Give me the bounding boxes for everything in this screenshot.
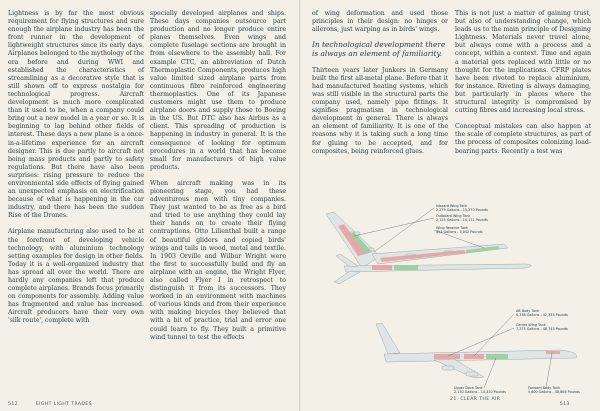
side-engine	[466, 372, 478, 376]
left-column-1	[8, 10, 144, 326]
paragraph: of wing deformation and used those principles in their design: no hinges or ailerons, just warping as in birds' wings.	[312, 10, 448, 34]
right-column-2	[455, 10, 591, 156]
callout-title: Outboard Wing Tank	[436, 214, 471, 218]
side-engine	[442, 366, 454, 370]
paragraph: When aircraft making was in its pioneering stage, you had these adventurous men with tiny companies. They just wanted to be as free as a bird and tried to use anything they could lay their hands on to create their flying contraptions. Otto Lilienthal built a range of beautiful gliders and copied birds' wings and tails in wood, metal and textile. In 1903 Orville and Wilbur Wright were the first to successfully build and fly an airplane with an engine, the Wright Flyer, also called Flyer I in retrospect to distinguish it from its successors. They worked in an environment with machines of various kinds and from their experience with making bicycles they believed that with a bit of practice, trial and error one could learn to fly. They built a primitive wind tunnel to test the effects	[150, 179, 286, 341]
callout-title: Centre Wing Tank	[516, 323, 546, 327]
callout-detail: 6,338 Gallons - 42,335 Pounds	[516, 313, 568, 317]
tank-aft-body	[394, 265, 418, 270]
running-title: 21. CLEAR THE AIR	[450, 397, 501, 402]
aircraft-diagram	[314, 196, 594, 396]
side-tail	[376, 323, 400, 354]
callout-title: Inboard Wing Tank	[436, 204, 468, 208]
page-number: 512	[8, 402, 18, 407]
tank-centre	[372, 265, 392, 270]
callout-detail: 2,279 Gallons - 15,270 Pounds	[436, 208, 488, 212]
callout-detail: 454 Gallons - 3,042 Pounds	[436, 230, 483, 234]
tail-fin-lower	[334, 271, 360, 284]
pull-quote: In technological development there is always an element of familiarity.	[312, 40, 446, 59]
paragraph: Lightness is by far the most obvious requirement for flying structures and sure enough the airplane industry has been the front runner in the development of lightweight structures since its early days. Airplanes belonged to the mythology of the era before and during WWI and established the characteristics of streamlining as a decorative style that is still shown off to express nostalgia for technological progress. Aircraft development is much more complicated than it used to be, when a company could bring out a new model in a year or so. It is beginning to lag behind other fields of interest. These days a new plane is a once-in-a-lifetime experience for an aircraft designer. This is due partly to aircraft not being mass products and partly to safety regulations. But there have also been surprises: rising pressure to reduce the environmental side effects of flying gained an unexpected emphasis on electrification because of what is happening in the car industry, and there has been the sudden Rise of the Drones.	[8, 10, 144, 220]
aircraft-side-view	[376, 323, 577, 378]
running-title: EIGHT LIGHT TRADES	[35, 402, 92, 407]
paragraph: Conceptual mistakes can also happen at the scale of complete structures, as part of the process of composites colonizing load-bearing parts. Recently a test was	[455, 123, 591, 155]
tank-side-aft	[434, 354, 460, 359]
paragraph: Airplane manufacturing also used to be at the forefront of developing vehicle technology, with aluminium technology setting examples for design in other fields. Today it is a well-organized industry that has spread all over the world. There are hardly any companies left that produce complete airplanes. Brands focus primarily on components for assembly. Adding value has fragmented and value has increased. Aircraft producers have their very own 'silk route', complete with	[8, 228, 144, 325]
paragraph: This is not just a matter of gaining trust, but also of understanding change, which leads us to the main principle of Designing Lightness. Materials never travel alone, but always come with a process and a concept, within a context. Time and again a material gets replaced with little or no thought for the implications. CFRP plates have been riveted to replace aluminium, for instance. Riveting is always damaging, but particularly in places where the structural integrity is compromised by cutting fibres and increasing local stress.	[455, 10, 591, 115]
callout-detail: 5,800 Gallons - 38,865 Pounds	[528, 390, 580, 394]
callout-detail: 2,115 Gallons - 14,171 Pounds	[436, 218, 488, 222]
callout-detail: 2,130 Gallons - 14,310 Pounds	[454, 390, 506, 394]
callout-title: Aft Body Tank	[516, 309, 540, 313]
left-footer	[8, 402, 92, 407]
tank-side-centre	[464, 354, 484, 359]
paragraph: specially developed airplanes and ships. These days companies outsource part production and no longer produce entire planes themselves. Even wings and complete fuselage sections are brought in from elsewhere to the assembly hall. For example CTC, an abbreviation of Dutch Thermoplastic Components, produces high value limited sized airplane parts from continuous fibre reinforced engineering thermoplastics. One of its Japanese customers might use them to produce airplane doors and supply those to Boeing in the US. But DTC also has Airbus as a client. This spreading of production is happening in industry in general. It is the consequence of looking for optimum procedures in a world that has become small for manufacturers of high value products.	[150, 10, 286, 171]
callout-title: Wing Reserve Tank	[436, 226, 469, 230]
paragraph: Thirteen years later Junkers in Germany built the first all-metal plane. Before that it had manufactured heating systems, which was still visible in the structural parts the company used, namely pipe fittings. It signifies pragmatism in technological development in general. There is always an element of familiarity. It is one of the reasons why it is taking such a long time for gluing to be accepted, and for composites, being reinforced glues.	[312, 66, 448, 155]
right-column-1	[312, 10, 448, 156]
tank-side-upper	[546, 351, 560, 354]
aircraft-fuel-tank-figure	[314, 196, 594, 396]
left-column-2	[150, 10, 286, 342]
right-footer	[450, 397, 600, 407]
callout-title: Forward Body Tank	[528, 386, 561, 390]
page-number: 513	[559, 402, 570, 407]
callout-title: Upper Deck Tank	[454, 386, 483, 390]
right-page	[300, 0, 600, 411]
callout-detail: 7,275 Gallons - 48,743 Pounds	[516, 327, 568, 331]
tank-side-forward	[486, 354, 508, 359]
